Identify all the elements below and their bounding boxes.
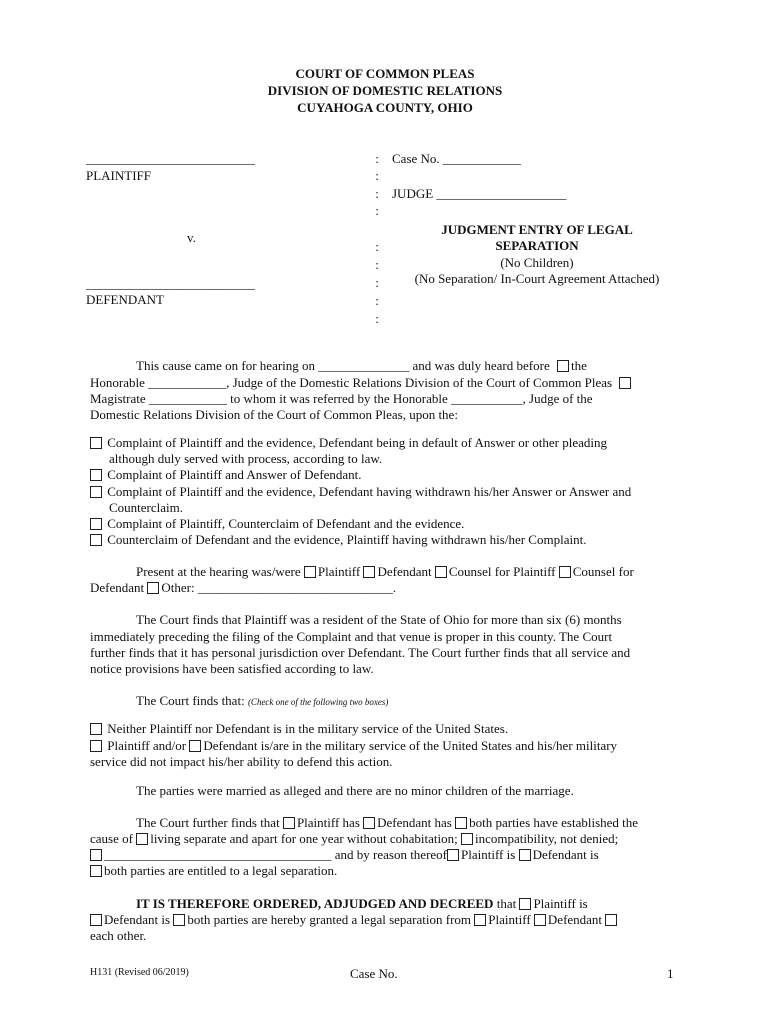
court-name: COURT OF COMMON PLEAS	[295, 66, 475, 81]
caption-colon: :	[375, 257, 379, 272]
intro-line	[90, 407, 458, 424]
grounds-text: both parties are entitled to a legal separation.	[104, 863, 338, 878]
married-text: The parties were married as alleged and there are no minor children of the marriage.	[136, 783, 574, 798]
intro-text: the	[570, 358, 587, 373]
intro-line	[136, 358, 587, 375]
present-text: Counsel for Plaintiff	[448, 564, 556, 579]
caption-colon: :	[375, 239, 379, 254]
other-field[interactable]: Other: ______________________________.	[161, 580, 397, 595]
order-text: Plaintiff	[488, 912, 531, 927]
grounds-text: Plaintiff has	[296, 815, 360, 830]
page-number: 1	[667, 966, 674, 981]
intro-text: Magistrate ____________ to whom it was referred by the Honorable ___________, Judge of the	[90, 391, 593, 406]
military-text: The Court finds that:	[136, 693, 245, 708]
document-title-line2: SEPARATION	[495, 238, 579, 253]
option-item	[90, 516, 464, 533]
plaintiff-name-blank[interactable]: __________________________	[86, 151, 255, 166]
instruction-note: (Check one of the following two boxes)	[247, 697, 389, 707]
intro-line	[90, 375, 633, 392]
document-subtitle-2: (No Separation/ In-Court Agreement Attached)	[414, 271, 660, 286]
checkbox[interactable]	[90, 469, 102, 481]
option-item	[90, 532, 586, 549]
footer-case-no: Case No.	[350, 966, 398, 981]
order-text: Defendant is	[104, 912, 171, 927]
findings-line: immediately preceding the filing of the Complaint and that venue is proper in this county. The Court	[90, 629, 613, 644]
intro-text: Honorable ____________, Judge of the Domestic Relations Division of the Court of Common Pleas	[90, 375, 613, 390]
present-line	[90, 580, 396, 597]
option-text: Counterclaim.	[109, 500, 184, 515]
military-option	[90, 738, 617, 755]
present-line	[136, 564, 634, 581]
caption-colon: :	[375, 186, 379, 201]
plaintiff-label: PLAINTIFF	[86, 168, 152, 183]
checkbox[interactable]	[519, 849, 531, 861]
checkbox[interactable]	[363, 817, 375, 829]
checkbox[interactable]	[90, 740, 102, 752]
option-item	[90, 467, 362, 484]
document-subtitle: (No Children)	[500, 255, 574, 270]
option-item	[90, 484, 631, 501]
checkbox[interactable]	[136, 833, 148, 845]
checkbox[interactable]	[189, 740, 201, 752]
present-text: Counsel for	[572, 564, 634, 579]
checkbox[interactable]	[147, 582, 159, 594]
defendant-name-blank[interactable]: __________________________	[86, 276, 255, 291]
caption-colon: :	[375, 311, 379, 326]
case-number-field[interactable]: Case No. ____________	[392, 151, 521, 166]
option-item-continued	[109, 451, 382, 468]
checkbox[interactable]	[90, 518, 102, 530]
checkbox[interactable]	[90, 865, 102, 877]
grounds-text: both parties have established the	[469, 815, 639, 830]
intro-text: Domestic Relations Division of the Court of Common Pleas, upon the:	[90, 407, 458, 422]
grounds-line	[136, 815, 638, 832]
checkbox[interactable]	[435, 566, 447, 578]
grounds-text: Plaintiff is	[461, 847, 516, 862]
caption-colon: :	[375, 168, 379, 183]
checkbox[interactable]	[519, 898, 531, 910]
checkbox[interactable]	[283, 817, 295, 829]
checkbox[interactable]	[557, 360, 569, 372]
checkbox[interactable]	[173, 914, 185, 926]
division-name: DIVISION OF DOMESTIC RELATIONS	[267, 83, 503, 98]
checkbox[interactable]	[461, 833, 473, 845]
other-grounds-field[interactable]: ___________________________________	[104, 847, 332, 862]
option-text: Counterclaim of Defendant and the evidence, Plaintiff having withdrawn his/her Complaint.	[107, 532, 587, 547]
military-text: service did not impact his/her ability to defend this action.	[90, 754, 393, 769]
judge-field[interactable]: JUDGE ____________________	[392, 186, 567, 201]
order-heading: IT IS THEREFORE ORDERED, ADJUDGED AND DECREED	[136, 896, 494, 911]
order-line	[136, 896, 588, 913]
military-option	[90, 721, 508, 738]
checkbox[interactable]	[605, 914, 617, 926]
findings-line: The Court finds that Plaintiff was a resident of the State of Ohio for more than six (6) months	[136, 612, 622, 627]
grounds-text: living separate and apart for one year without cohabitation;	[150, 831, 458, 846]
military-text: Neither Plaintiff nor Defendant is in the military service of the United States.	[107, 721, 509, 736]
checkbox[interactable]	[90, 486, 102, 498]
checkbox[interactable]	[90, 914, 102, 926]
present-text: Defendant	[377, 564, 432, 579]
grounds-line	[90, 863, 337, 880]
checkbox[interactable]	[90, 437, 102, 449]
military-lead	[136, 693, 388, 711]
present-text: Present at the hearing was/were	[136, 564, 301, 579]
option-text: Complaint of Plaintiff and Answer of Defendant.	[107, 467, 362, 482]
option-text: Complaint of Plaintiff and the evidence, Defendant being in default of Answer or other pleading	[107, 435, 608, 450]
checkbox[interactable]	[474, 914, 486, 926]
grounds-text: incompatibility, not denied;	[475, 831, 619, 846]
grounds-line	[90, 847, 599, 864]
versus-label: v.	[187, 230, 196, 245]
checkbox[interactable]	[90, 534, 102, 546]
intro-line	[90, 391, 593, 408]
findings-line: further finds that it has personal jurisdiction over Defendant. The Court further finds that all service and	[90, 645, 631, 660]
order-text: Plaintiff is	[533, 896, 588, 911]
option-text: although duly served with process, according to law.	[109, 451, 383, 466]
option-text: Complaint of Plaintiff, Counterclaim of Defendant and the evidence.	[107, 516, 465, 531]
findings-line: notice provisions have been satisfied according to law.	[90, 661, 374, 676]
intro-text: This cause came on for hearing on ______________ and was duly heard before	[136, 358, 550, 373]
county-name: CUYAHOGA COUNTY, OHIO	[297, 100, 473, 115]
checkbox[interactable]	[304, 566, 316, 578]
caption-colon: :	[375, 151, 379, 166]
form-id: H131 (Revised 06/2019)	[90, 967, 189, 978]
grounds-text: Defendant has	[377, 815, 452, 830]
caption-colon: :	[375, 203, 379, 218]
checkbox[interactable]	[559, 566, 571, 578]
order-line	[90, 912, 619, 929]
caption-colon: :	[375, 293, 379, 308]
grounds-text: Defendant is	[532, 847, 599, 862]
grounds-line	[90, 831, 618, 848]
checkbox[interactable]	[90, 849, 102, 861]
checkbox[interactable]	[447, 849, 459, 861]
checkbox[interactable]	[90, 723, 102, 735]
order-text: that	[496, 896, 517, 911]
checkbox[interactable]	[455, 817, 467, 829]
caption-colon: :	[375, 275, 379, 290]
grounds-text: The Court further finds that	[136, 815, 280, 830]
document-title: JUDGMENT ENTRY OF LEGAL	[441, 222, 633, 237]
order-text: Defendant	[547, 912, 603, 927]
checkbox[interactable]	[534, 914, 546, 926]
option-item	[90, 435, 607, 452]
grounds-text: cause of	[90, 831, 133, 846]
defendant-label: DEFENDANT	[86, 292, 164, 307]
present-text: Defendant	[90, 580, 145, 595]
military-text: Plaintiff and/or	[107, 738, 187, 753]
order-text: each other.	[90, 928, 147, 943]
present-text: Plaintiff	[317, 564, 361, 579]
military-text: Defendant is/are in the military service of the United States and his/her military	[203, 738, 618, 753]
order-text: both parties are hereby granted a legal separation from	[187, 912, 472, 927]
grounds-text: and by reason thereof	[334, 847, 448, 862]
option-text: Complaint of Plaintiff and the evidence, Defendant having withdrawn his/her Answer or Answer and	[107, 484, 632, 499]
checkbox[interactable]	[619, 377, 631, 389]
checkbox[interactable]	[363, 566, 375, 578]
option-item-continued	[109, 500, 183, 517]
